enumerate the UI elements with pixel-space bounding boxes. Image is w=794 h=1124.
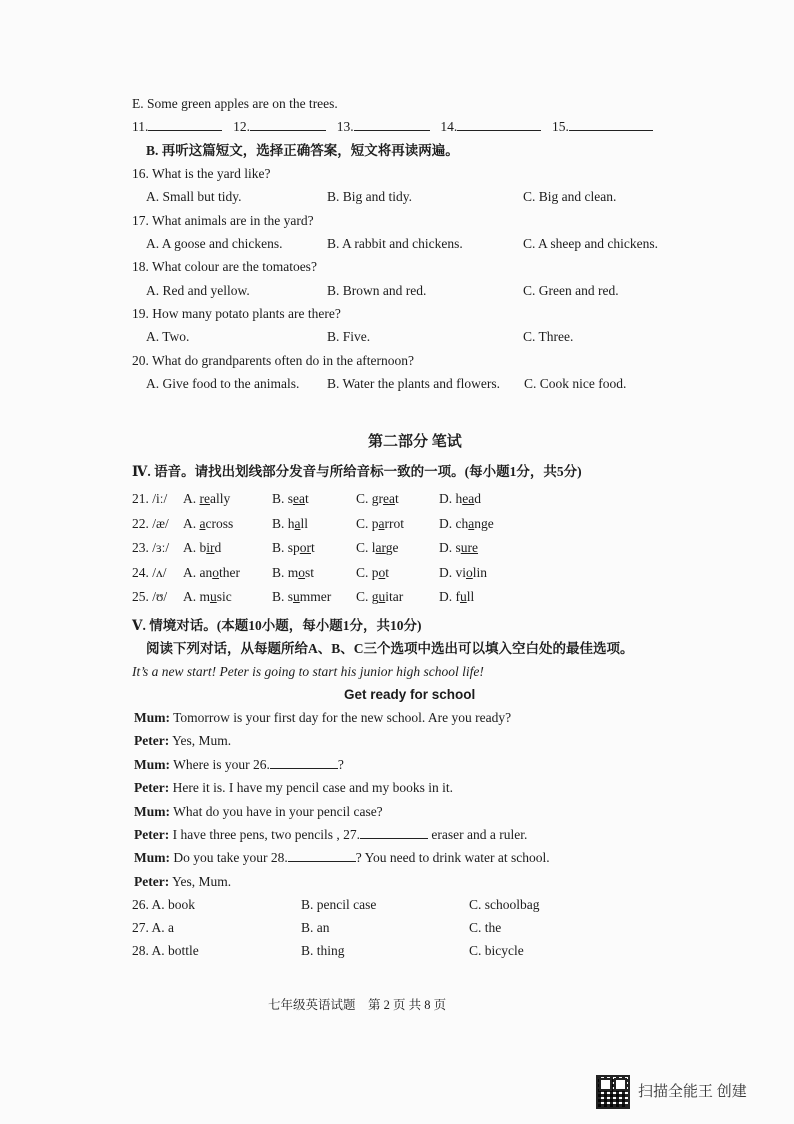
choice-c: C. the: [469, 920, 502, 935]
speaker: Mum:: [134, 756, 170, 772]
phonetic-symbol: 25. /ʊ/: [132, 589, 168, 604]
dialogue-text: Tomorrow is your first day for the new school. Are you ready?: [170, 710, 512, 725]
speaker: Mum:: [134, 803, 170, 819]
speaker: Peter:: [134, 873, 170, 889]
dialogue-line: [134, 873, 231, 891]
choice-b: B. an: [301, 920, 330, 935]
dialogue-line: [134, 826, 527, 844]
underlined-letters: a: [468, 515, 475, 531]
underlined-letters: a: [199, 515, 206, 531]
underlined-letters: u: [210, 589, 217, 604]
option-text: nge: [474, 515, 494, 531]
underlined-letters: u: [378, 589, 386, 604]
phonetic-symbol: 23. /ɜː/: [132, 540, 170, 555]
dialogue-text: eraser and a ruler.: [428, 827, 528, 842]
choice-row-27: [132, 919, 174, 937]
option-text: D. vi: [439, 564, 466, 580]
underlined-letters: o: [212, 564, 219, 580]
dialogue-intro: It’s a new start! Peter is going to start his junior high school life!: [132, 664, 484, 679]
underlined-letters: o: [378, 564, 386, 580]
dialogue-instruction: 阅读下列对话，从每题所给A、B、C三个选项中选出可以填入空白处的最佳选项。: [146, 641, 634, 656]
dialogue-text: Do you take your 28.: [170, 850, 288, 866]
option-text: d: [474, 491, 481, 506]
option-text: A. an: [183, 564, 213, 580]
phonetic-option: [183, 588, 232, 606]
option-text: A.: [183, 515, 200, 531]
sentence-e: E. Some green apples are on the trees.: [132, 96, 338, 111]
choice-c: C. schoolbag: [469, 897, 540, 912]
dialogue-text: What do you have in your pencil case?: [170, 803, 383, 819]
blank-label: 12.: [233, 119, 250, 134]
option-text: t: [305, 491, 309, 506]
option-c: C. A sheep and chickens.: [523, 236, 658, 251]
answer-blank[interactable]: [360, 826, 428, 839]
speaker: Mum:: [134, 850, 170, 866]
underlined-letters: a: [378, 515, 385, 531]
option-text: D. f: [439, 589, 460, 604]
section-b-instruction: B. 再听这篇短文，选择正确答案，短文将再读两遍。: [146, 143, 459, 158]
dialogue-line: [134, 779, 453, 797]
phonetic-option: [272, 564, 314, 582]
option-text: t: [394, 491, 399, 506]
phonetic-option: [183, 539, 221, 557]
answer-blank[interactable]: [270, 756, 338, 769]
option-text: A. m: [183, 589, 210, 604]
dialogue-line: [134, 849, 550, 867]
phonetic-symbol: 22. /æ/: [132, 515, 169, 531]
underlined-letters: o: [466, 564, 473, 580]
option-text: lin: [472, 564, 488, 580]
phonetic-option: [439, 588, 474, 606]
phonetics-heading: Ⅳ. 语音。请找出划线部分发音与所给音标一致的一项。(每小题1分，共5分): [132, 464, 582, 479]
choice-a: 27. A. a: [132, 920, 174, 935]
phonetic-symbol: 21. /iː/: [132, 491, 168, 506]
dialogue-line: [134, 709, 511, 727]
dialogue-heading: Ⅴ. 情境对话。(本题10小题，每小题1分，共10分): [132, 618, 422, 633]
phonetic-option: [183, 490, 230, 508]
option-text: t: [385, 564, 390, 580]
phonetic-option: [272, 515, 308, 533]
dialogue-line: [134, 803, 383, 821]
option-text: t: [311, 540, 315, 555]
underlined-letters: u: [293, 589, 300, 604]
dialogue-title: Get ready for school: [344, 687, 476, 702]
option-text: ther: [219, 564, 240, 580]
option-text: d: [214, 540, 222, 555]
option-text: itar: [385, 589, 404, 604]
underlined-letters: o: [298, 564, 306, 580]
underlined-letters: ure: [460, 540, 479, 555]
option-b: B. Brown and red.: [327, 283, 427, 298]
option-text: C. p: [356, 564, 379, 580]
underlined-letters: ea: [293, 491, 305, 506]
speaker: Peter:: [134, 780, 170, 796]
question-16: 16. What is the yard like?: [132, 166, 271, 181]
option-text: ge: [385, 540, 399, 555]
option-c: C. Cook nice food.: [524, 376, 627, 391]
option-text: sic: [216, 589, 232, 604]
option-text: B. s: [272, 589, 294, 604]
option-text: D. h: [439, 491, 463, 506]
phonetic-option: [439, 564, 487, 582]
dialogue-line: [134, 756, 344, 774]
option-text: ll: [300, 515, 309, 531]
page-footer: 七年级英语试题 第 2 页 共 8 页: [268, 998, 447, 1012]
phonetic-option: [439, 515, 494, 533]
dialogue-text: Where is your 26.: [170, 756, 270, 772]
option-text: D. s: [439, 540, 461, 555]
option-text: B. s: [272, 491, 294, 506]
option-b: B. Big and tidy.: [327, 189, 413, 204]
choice-row-28: [132, 942, 199, 960]
phonetic-option: [272, 539, 315, 557]
underlined-letters: re: [199, 491, 210, 506]
option-text: C. gr: [356, 491, 383, 506]
answer-blank[interactable]: [288, 849, 356, 862]
phonetic-option: [356, 539, 399, 557]
dialogue-text: ? You need to drink water at school.: [355, 850, 550, 866]
option-text: B. m: [272, 564, 299, 580]
option-text: mmer: [299, 589, 332, 604]
underlined-letters: or: [299, 540, 312, 555]
phonetic-option: [272, 490, 309, 508]
scanner-label: 扫描全能王 创建: [638, 1084, 747, 1100]
part2-title: 第二部分 笔试: [368, 434, 462, 450]
underlined-letters: a: [294, 515, 301, 531]
answer-blanks-row: [132, 118, 653, 136]
choice-b: B. thing: [301, 943, 345, 958]
option-c: C. Big and clean.: [523, 189, 617, 204]
blank-label: 11.: [132, 119, 149, 134]
option-row: [146, 188, 242, 206]
option-text: A. b: [183, 540, 207, 555]
phonetic-symbol: 24. /ʌ/: [132, 564, 167, 580]
option-text: C. l: [356, 540, 376, 555]
question-20: 20. What do grandparents often do in the afternoon?: [132, 353, 415, 368]
option-a: A. Give food to the animals.: [146, 376, 300, 391]
option-text: A.: [183, 491, 200, 506]
option-text: D. ch: [439, 515, 469, 531]
phonetic-option: [356, 588, 403, 606]
choice-row-26: [132, 896, 195, 914]
dialogue-line: [134, 732, 231, 750]
option-a: A. Red and yellow.: [146, 283, 250, 298]
underlined-letters: ea: [383, 491, 395, 506]
option-text: ll: [466, 589, 475, 604]
phonetic-option: [439, 539, 478, 557]
phonetic-option: [356, 564, 389, 582]
option-text: st: [305, 564, 315, 580]
choice-a: 26. A. book: [132, 897, 196, 912]
qr-code-icon: [596, 1075, 630, 1109]
speaker: Mum:: [134, 710, 170, 725]
option-text: rrot: [384, 515, 405, 531]
underlined-letters: u: [460, 589, 467, 604]
option-b: B. Five.: [327, 329, 371, 344]
question-19: 19. How many potato plants are there?: [132, 306, 341, 321]
option-text: C. g: [356, 589, 379, 604]
underlined-letters: ir: [206, 540, 215, 555]
phonetic-option: [439, 490, 481, 508]
underlined-letters: ar: [375, 540, 386, 555]
option-text: cross: [205, 515, 234, 531]
choice-c: C. bicycle: [469, 943, 524, 958]
option-a: A. A goose and chickens.: [146, 236, 283, 251]
choice-b: B. pencil case: [301, 897, 377, 912]
phonetic-option: [356, 515, 404, 533]
question-18: 18. What colour are the tomatoes?: [132, 259, 317, 274]
option-c: C. Three.: [523, 329, 574, 344]
dialogue-text: Here it is. I have my pencil case and my books in it.: [169, 780, 454, 796]
dialogue-text: Yes, Mum.: [169, 873, 232, 889]
option-b: B. Water the plants and flowers.: [327, 376, 500, 391]
speaker: Peter:: [134, 733, 170, 749]
choice-a: 28. A. bottle: [132, 943, 199, 958]
option-a: A. Two.: [146, 329, 190, 344]
dialogue-text: Yes, Mum.: [169, 733, 232, 749]
blank-label: 13.: [336, 119, 354, 134]
blank-label: 15.: [552, 119, 569, 134]
dialogue-text: I have three pens, two pencils , 27.: [169, 827, 361, 842]
option-a: A. Small but tidy.: [146, 189, 242, 204]
underlined-letters: ea: [462, 491, 475, 506]
blank-label: 14.: [440, 119, 458, 134]
option-text: C. p: [356, 515, 379, 531]
phonetic-option: [183, 564, 240, 582]
phonetic-option: [272, 588, 331, 606]
dialogue-text: ?: [337, 756, 344, 772]
option-b: B. A rabbit and chickens.: [327, 236, 463, 251]
option-text: B. h: [272, 515, 295, 531]
phonetic-option: [183, 515, 233, 533]
option-text: ally: [210, 491, 231, 506]
speaker: Peter:: [134, 827, 170, 842]
option-c: C. Green and red.: [523, 283, 619, 298]
question-17: 17. What animals are in the yard?: [132, 213, 314, 228]
phonetic-option: [356, 490, 399, 508]
option-text: B. sp: [272, 540, 300, 555]
